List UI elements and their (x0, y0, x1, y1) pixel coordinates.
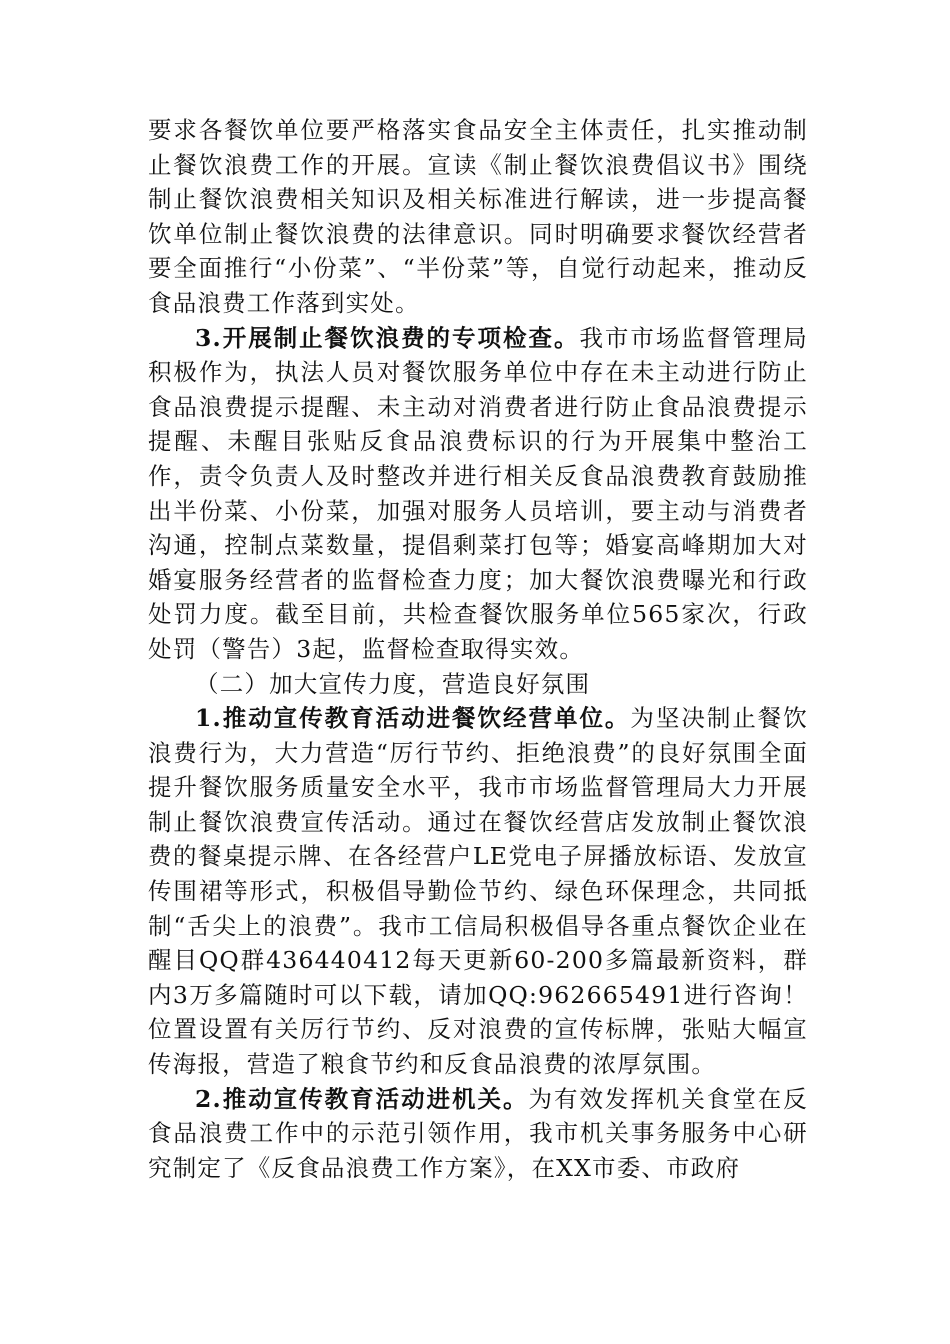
paragraph-text: 为坚决制止餐饮浪费行为，大力营造“厉行节约、拒绝浪费”的良好氛围全面提升餐饮服务质量安全水平，我市市场监督管理局大力开展制止餐饮浪费宣传活动。通过在餐饮经营店发放制止餐饮浪费的餐桌提示牌、在各经营户LE党电子屏播放标语、发放宣传围裙等形式，积极倡导勤俭节约、绿色环保理念，共同抵制“舌尖上的浪费”。我市工信局积极倡导各重点餐饮企业在醒目QQ群436440412每天更新60-200多篇最新资料，群内3万多篇随时可以下载，请加QQ:962665491进行咨询！位置设置有关厉行节约、反对浪费的宣传标牌，张贴大幅宣传海报，营造了粮食节约和反食品浪费的浓厚氛围。 (148, 704, 808, 1079)
paragraph-continuation (148, 113, 808, 321)
section-heading-text: （二）加大宣传力度，营造良好氛围 (195, 669, 591, 698)
paragraph-text: 要求各餐饮单位要严格落实食品安全主体责任，扎实推动制止餐饮浪费工作的开展。宣读《制止餐饮浪费倡议书》围绕制止餐饮浪费相关知识及相关标准进行解读，进一步提高餐饮单位制止餐饮浪费的法律意识。同时明确要求餐饮经营者要全面推行“小份菜”、“半份菜”等，自觉行动起来，推动反食品浪费工作落到实处。 (148, 116, 808, 317)
section-heading (148, 667, 808, 702)
paragraph-text: 为有效发挥机关食堂在反食品浪费工作中的示范引领作用，我市机关事务服务中心研究制定了《反食品浪费工作方案》，在XX市委、市政府 (148, 1084, 808, 1182)
paragraph-catering-publicity (148, 701, 808, 1082)
paragraph-text: 我市市场监督管理局积极作为，执法人员对餐饮服务单位中存在未主动进行防止食品浪费提示提醒、未主动对消费者进行防止食品浪费提示提醒、未醒目张贴反食品浪费标识的行为开展集中整治工作，责令负责人及时整改并进行相关反食品浪费教育鼓励推出半份菜、小份菜，加强对服务人员培训，要主动与消费者沟通，控制点菜数量，提倡剩菜打包等；婚宴高峰期加大对婚宴服务经营者的监督检查力度；加大餐饮浪费曝光和行政处罚力度。截至目前，共检查餐饮服务单位565家次，行政处罚（警告）3起，监督检查取得实效。 (148, 323, 808, 663)
document-page (148, 113, 808, 1185)
paragraph-agency-publicity (148, 1082, 808, 1186)
paragraph-lead: 1.推动宣传教育活动进餐饮经营单位。 (195, 704, 631, 733)
paragraph-lead: 2.推动宣传教育活动进机关。 (195, 1084, 529, 1113)
paragraph-lead: 3.开展制止餐饮浪费的专项检查。 (195, 323, 580, 352)
paragraph-special-inspection (148, 321, 808, 667)
